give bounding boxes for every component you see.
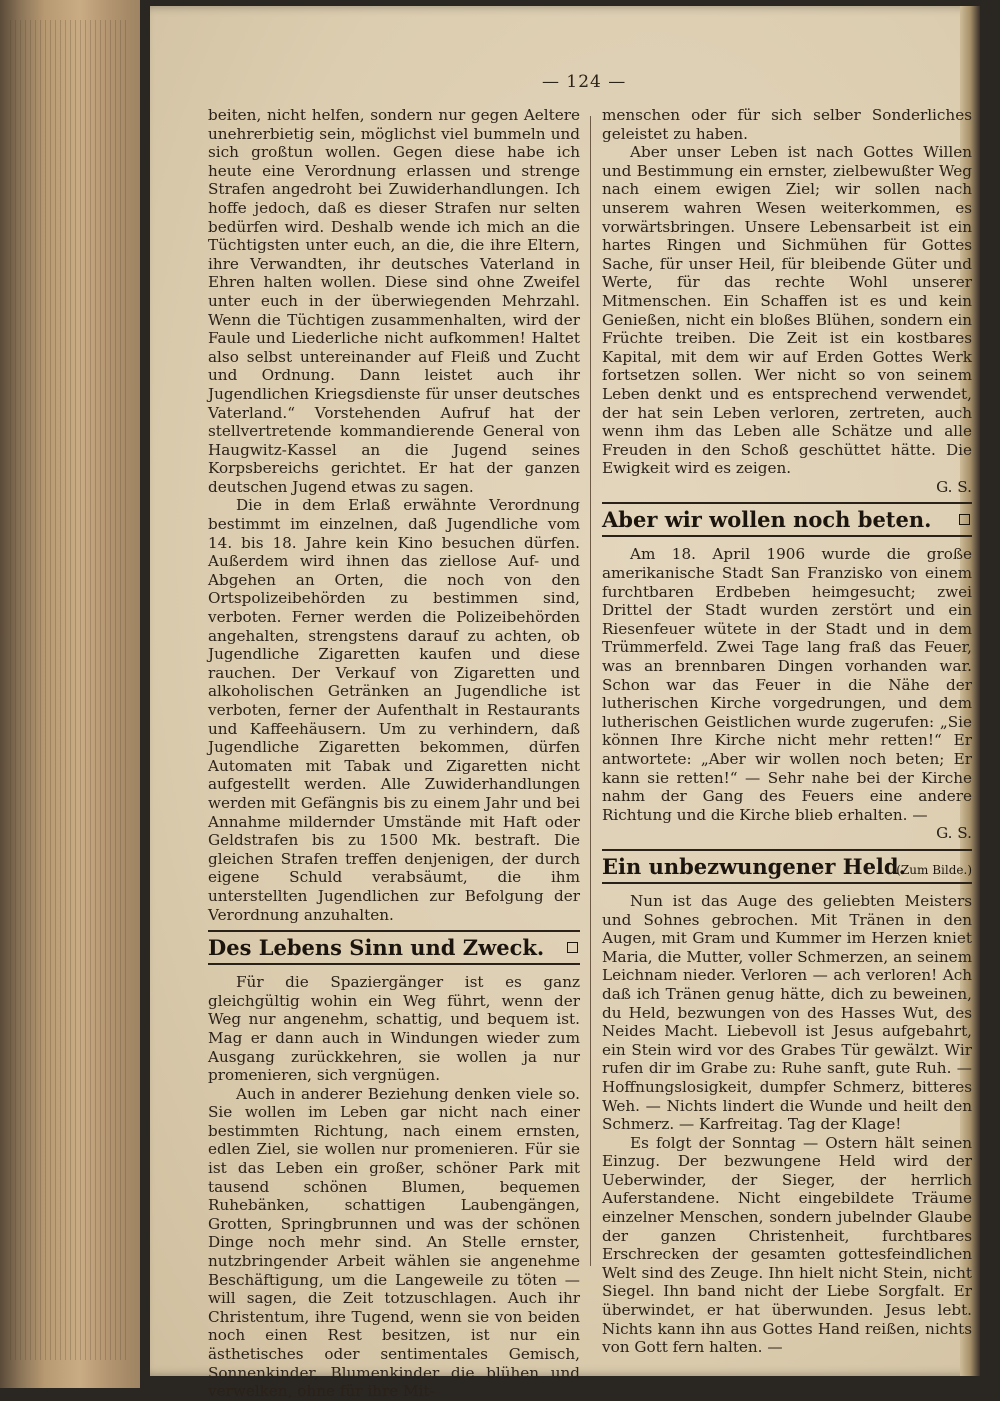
left-column <box>208 106 580 1401</box>
heading-square-icon <box>959 514 970 525</box>
right-paragraph-4: Nun ist das Auge des geliebten Meisters und Sohnes gebrochen. Mit Tränen in den Augen, mit Gram und Kummer im Herzen kniet Maria, die Mutter, voller Schmerzen, an seinem Leichnam nieder. Verloren — ach verloren! Ach daß ich Tränen genug hätte, dich zu beweinen, du Held, bezwungen von des Hasses Wut, des Neides Macht. Liebevoll ist Jesus aufgebahrt, ein Stein wird vor des Grabes Tür gewälzt. Wir rufen dir im Grabe zu: Ruhe sanft, gute Ruh. — Hoffnungslosigkeit, dumpfer Schmerz, bitteres Weh. — Nichts lindert die Wunde und heilt den Schmerz. — Karfreitag. Tag der Klage! <box>602 891 972 1134</box>
left-paragraph-1: beiten, nicht helfen, sondern nur gegen Aeltere unehrerbietig sein, möglichst viel bummeln und sich großtun wollen. Gegen diese habe ich heute eine Verordnung erlassen und strenge Strafen angedroht bei Zuwiderhandlungen. Ich hoffe jedoch, daß es dieser Strafen nur selten bedürfen wird. Deshalb wende ich mich an die Tüchtigsten unter euch, an die, die ihre Eltern, ihre Verwandten, ihr deutsches Vaterland in Ehren halten wollen. Diese sind ohne Zweifel unter euch in der überwiegenden Mehrzahl. Wenn die Tüchtigen zusammenhalten, wird der Faule und Liederliche nicht aufkommen! Haltet also selbst untereinander auf Fleiß und Zucht und Ordnung. Dann leistet auch ihr Jugendlichen Kriegsdienste für unser deutsches Vaterland.“ Vorstehenden Aufruf hat der stellvertretende kommandierende General von Haugwitz-Kassel an die Jugend seines Korpsbereichs gerichtet. Er hat der ganzen deutschen Jugend etwas zu sagen. <box>208 106 580 496</box>
book-binding-edge <box>0 0 140 1388</box>
right-paragraph-2: Aber unser Leben ist nach Gottes Willen und Bestimmung ein ernster, zielbewußter Weg nach einem ewigen Ziel; wir sollen nach unserem wahren Wesen weiterkommen, es vorwärtsbringen. Unsere Lebensarbeit ist ein hartes Ringen und Sichmühen für Gottes Sache, für unser Heil, für bleibende Güter und Werte, für das rechte Wohl unserer Mitmenschen. Ein Schaffen ist es und kein Genießen, nicht ein bloßes Blühen, sondern ein Früchte treiben. Die Zeit ist ein kostbares Kapital, mit dem wir auf Erden Gottes Werk fortsetzen sollen. Wer nicht so von seinem Leben denkt und es entsprechend verwendet, der hat sein Leben verloren, zertreten, auch wenn ihm das Leben alle Schätze und alle Freuden in den Schoß geschüttet hätte. Die Ewigkeit wird es zeigen. <box>602 143 972 478</box>
page-stack-lines <box>10 20 130 1360</box>
heading-beten-text: Aber wir wollen noch beten. <box>602 507 932 533</box>
book-page <box>150 6 980 1401</box>
heading-beten <box>602 502 972 537</box>
heading-held-note: (Zum Bilde.) <box>896 862 972 877</box>
right-paragraph-1: menschen oder für sich selber Sonderliches geleistet zu haben. <box>602 106 972 143</box>
left-paragraph-3: Für die Spaziergänger ist es ganz gleichgültig wohin ein Weg führt, wenn der Weg nur angenehm, schattig, und bequem ist. Mag er dann auch in Windungen wieder zum Ausgang zurückkehren, sie wollen ja nur promenieren, sich vergnügen. <box>208 973 580 1085</box>
signature-row-1 <box>602 478 972 497</box>
signature-row-2 <box>602 824 972 843</box>
heading-square-icon <box>567 942 578 953</box>
right-paragraph-5: Es folgt der Sonntag — Ostern hält seinen Einzug. Der bezwungene Held wird der Ueberwinder, der Sieger, der herrlich Auferstandene. Nicht eingebildete Träume einzelner Menschen, sondern jubelnder Glaube der ganzen Christenheit, furchtbares Erschrecken der gesamten gottesfeindlichen Welt sind des Zeuge. Ihn hielt nicht Stein, nicht Siegel. Ihn band nicht der Liebe Sorgfalt. Er überwindet, er hat überwunden. Jesus lebt. Nichts kann ihn aus Gottes Hand reißen, nichts von Gott fern halten. — <box>602 1133 972 1357</box>
heading-lebens-sinn <box>208 930 580 965</box>
heading-held <box>602 849 972 884</box>
column-divider <box>590 116 591 1266</box>
signature-1: G. S. <box>936 477 972 496</box>
left-paragraph-4: Auch in anderer Beziehung denken viele so. Sie wollen im Leben gar nicht nach einer bestimmten Richtung, nach einem ernsten, edlen Ziel, sie wollen nur promenieren. Für sie ist das Leben ein großer, schöner Park mit tausend schönen Blumen, bequemen Ruhebänken, schattigen Laubengängen, Grotten, Springbrunnen und was der schönen Dinge noch mehr sind. An Stelle ernster, nutzbringender Arbeit wählen sie angenehme Beschäftigung, um die Langeweile zu töten — will sagen, die Zeit totzuschlagen. Auch ihr Christentum, ihre Tugend, wenn sie von beiden noch einen Rest besitzen, ist nur ein ästhetisches oder sentimentales Gemisch, Sonnenkinder, Blumenkinder die blühen und verwelken, ohne für ihre Mit- <box>208 1084 580 1401</box>
right-column <box>602 106 972 1357</box>
signature-2: G. S. <box>936 824 972 843</box>
heading-lebens-sinn-text: Des Lebens Sinn und Zweck. <box>208 935 545 961</box>
right-paragraph-3: Am 18. April 1906 wurde die große amerikanische Stadt San Franzisko von einem furchtbaren Erdbeben heimgesucht; zwei Drittel der Stadt wurden zerstört und ein Riesenfeuer wütete in der Stadt und in dem Trümmerfeld. Zwei Tage lang fraß das Feuer, was an brennbaren Dingen vorhanden war. Schon war das Feuer in die Nähe der lutherischen Kirche vorgedrungen, und dem lutherischen Geistlichen wurde zugerufen: „Sie können Ihre Kirche nicht mehr retten!“ Er antwortete: „Aber wir wollen noch beten; Er kann sie retten!“ — Sehr nahe bei der Kirche nahm der Gang des Feuers eine andere Richtung und die Kirche blieb erhalten. — <box>602 545 972 824</box>
left-paragraph-2: Die in dem Erlaß erwähnte Verordnung bestimmt im einzelnen, daß Jugendliche vom 14. bis 18. Jahre kein Kino besuchen dürfen. Außerdem wird ihnen das ziellose Auf- und Abgehen an Orten, die noch von den Ortspolizeibehörden zu bestimmen sind, verboten. Ferner werden die Polizeibehörden angehalten, strengstens darauf zu achten, ob Jugendliche Zigaretten kaufen und diese rauchen. Der Verkauf von Zigaretten und alkoholischen Getränken an Jugendliche ist verboten, ferner der Aufenthalt in Restaurants und Kaffeehäusern. Um zu verhindern, daß Jugendliche Zigaretten bekommen, dürfen Automaten mit Tabak und Zigaretten nicht aufgestellt werden. Alle Zuwiderhandlungen werden mit Gefängnis bis zu einem Jahr und bei Annahme mildernder Umstände mit Haft oder Geldstrafen bis zu 1500 Mk. bestraft. Die gleichen Strafen treffen denjenigen, der durch eigene Schuld verabsäumt, die ihm unterstellten Jugendlichen zur Befolgung der Verordnung anzuhalten. <box>208 496 580 924</box>
heading-held-text: Ein unbezwungener Held. <box>602 853 906 879</box>
page-number: — 124 — <box>542 72 627 92</box>
